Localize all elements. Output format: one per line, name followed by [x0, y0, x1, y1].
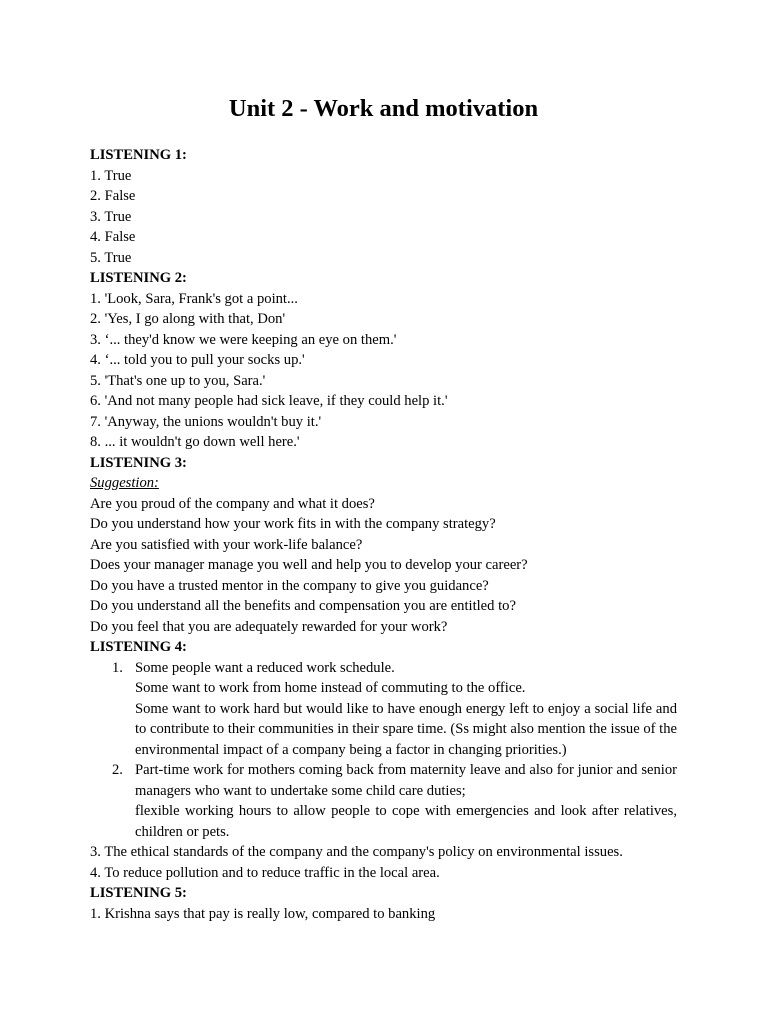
listening-3-question: Do you have a trusted mentor in the company to give you guidance?	[90, 577, 489, 594]
listening-1-answer: 5. True	[90, 249, 132, 266]
listening-3-question: Do you understand how your work fits in with the company strategy?	[90, 516, 496, 532]
listening-1-answer: 4. False	[90, 229, 136, 245]
listening-4-numbered-list	[90, 658, 677, 843]
list-item-text: flexible working hours to allow people to cope with emergencies and look after relatives, children or pets.	[135, 803, 677, 840]
listening-2-answer: 3. ‘... they'd know we were keeping an eye on them.'	[90, 331, 397, 348]
document-title: Unit 2 - Work and motivation	[228, 95, 539, 122]
listening-3-question: Does your manager manage you well and help you to develop your career?	[90, 557, 528, 573]
listening-2-answer: 8. ... it wouldn't go down well here.'	[90, 434, 300, 450]
listening-1-answer: 2. False	[90, 188, 136, 204]
list-item	[90, 658, 677, 761]
listening-4-answer: 3. The ethical standards of the company and the company's policy on environmental issues.	[90, 844, 623, 860]
listening-1-answer: 3. True	[90, 208, 132, 225]
listening-1-answer: 1. True	[90, 167, 132, 184]
listening-2-answer: 5. 'That's one up to you, Sara.'	[90, 372, 266, 389]
listening-3-question: Are you proud of the company and what it does?	[90, 495, 375, 512]
list-item-text: Some want to work from home instead of commuting to the office.	[135, 680, 526, 696]
listening-4-heading: LISTENING 4:	[90, 639, 187, 655]
list-item-text: Part-time work for mothers coming back from maternity leave and also for junior and senior managers who want to undertake some child care duties;	[135, 762, 677, 799]
listening-2-heading: LISTENING 2:	[90, 270, 187, 286]
document-page	[90, 92, 677, 924]
listening-2-answer: 6. 'And not many people had sick leave, if they could help it.'	[90, 393, 448, 409]
listening-2-answer: 1. 'Look, Sara, Frank's got a point...	[90, 290, 298, 307]
list-number: 1.	[112, 659, 123, 676]
listening-5-heading: LISTENING 5:	[90, 885, 187, 901]
list-number: 2.	[112, 762, 123, 778]
listening-2-answer: 2. 'Yes, I go along with that, Don'	[90, 311, 286, 327]
listening-3-question: Do you understand all the benefits and compensation you are entitled to?	[90, 598, 516, 614]
listening-5-answer: 1. Krishna says that pay is really low, compared to banking	[90, 905, 436, 922]
listening-3-heading: LISTENING 3:	[90, 454, 187, 471]
listening-1-heading: LISTENING 1:	[90, 147, 187, 163]
list-item	[90, 760, 677, 842]
list-item-text: Some want to work hard but would like to have enough energy left to enjoy a social life and to contribute to their communities in their spare time. (Ss might also mention the issue of the environmental impact of a company being a factor in changing priorities.)	[135, 700, 677, 758]
listening-2-answer: 4. ‘... told you to pull your socks up.'	[90, 352, 305, 368]
suggestion-label: Suggestion:	[90, 475, 159, 491]
list-item-text: Some people want a reduced work schedule.	[135, 659, 395, 676]
listening-4-answer: 4. To reduce pollution and to reduce traffic in the local area.	[90, 864, 440, 881]
listening-3-question: Are you satisfied with your work-life balance?	[90, 536, 363, 553]
listening-3-question: Do you feel that you are adequately rewarded for your work?	[90, 618, 448, 635]
listening-2-answer: 7. 'Anyway, the unions wouldn't buy it.'	[90, 413, 322, 430]
